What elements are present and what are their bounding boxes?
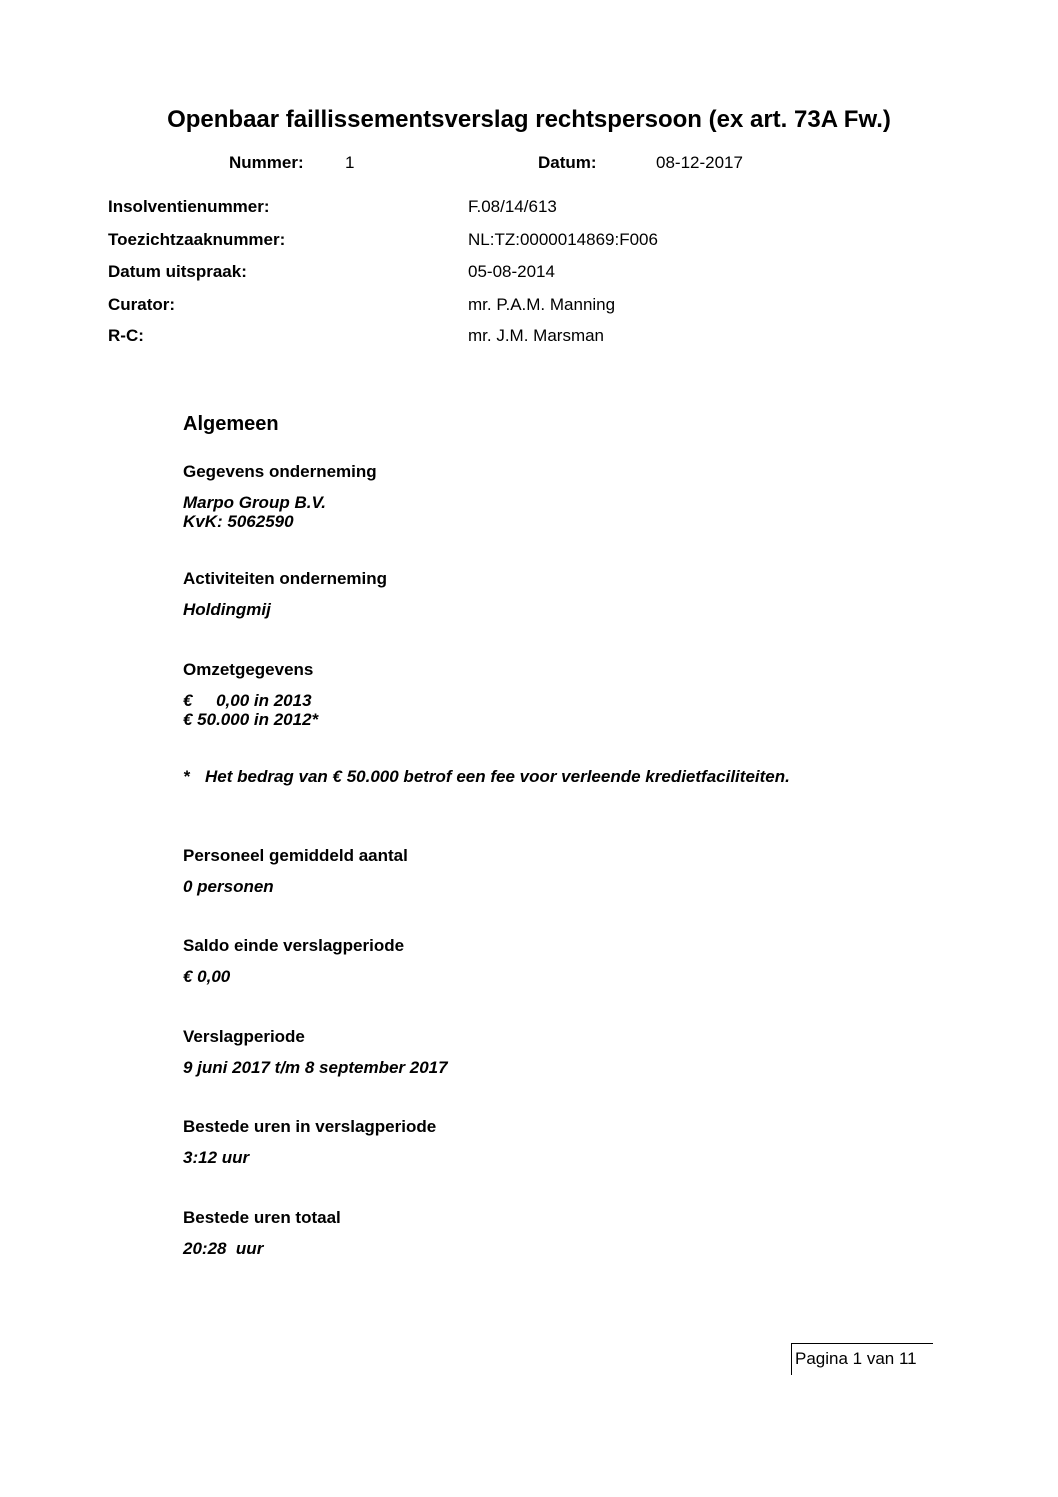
section-heading-algemeen: Algemeen (183, 413, 279, 435)
block-omzetgegevens (183, 659, 1003, 729)
block-value: 9 juni 2017 t/m 8 september 2017 (183, 1058, 448, 1077)
block-uren-totaal (183, 1207, 1003, 1258)
footnote-marker: * (183, 767, 190, 786)
block-label: Activiteiten onderneming (183, 569, 388, 588)
block-saldo (183, 935, 1003, 986)
info-row-curator (0, 294, 1058, 318)
block-label: Personeel gemiddeld aantal (183, 846, 408, 865)
info-label: Datum uitspraak: (108, 262, 247, 281)
datum-value: 08-12-2017 (656, 153, 743, 172)
info-label: Insolventienummer: (108, 197, 270, 216)
block-value: € 0,00 (183, 967, 231, 986)
report-title: Openbaar faillissementsverslag rechtspersoon (ex art. 73A Fw.) (167, 106, 891, 133)
info-label: Curator: (108, 295, 176, 314)
footnote-text: Het bedrag van € 50.000 betrof een fee voor verleende kredietfaciliteiten. (205, 767, 790, 786)
block-label: Gegevens onderneming (183, 462, 377, 481)
company-name: Marpo Group B.V. (183, 493, 326, 512)
info-row-datum-uitspraak (0, 261, 1058, 285)
company-kvk: KvK: 5062590 (183, 512, 294, 531)
info-value: 05-08-2014 (468, 262, 555, 281)
nummer-label: Nummer: (229, 153, 304, 172)
block-verslagperiode (183, 1026, 1003, 1077)
footnote (183, 766, 790, 788)
info-label: R-C: (108, 326, 144, 345)
block-uren-periode (183, 1116, 1003, 1167)
info-value: mr. J.M. Marsman (468, 326, 605, 345)
nummer-value: 1 (345, 153, 355, 172)
info-label: Toezichtzaaknummer: (108, 230, 286, 249)
block-label: Bestede uren totaal (183, 1208, 341, 1227)
block-activiteiten (183, 568, 1003, 619)
datum-label: Datum: (538, 153, 597, 172)
info-row-rc (0, 325, 1058, 349)
omzet-line-2012: € 50.000 in 2012* (183, 710, 319, 729)
info-value: F.08/14/613 (468, 197, 557, 216)
info-value: mr. P.A.M. Manning (468, 295, 616, 314)
block-label: Verslagperiode (183, 1027, 305, 1046)
info-value: NL:TZ:0000014869:F006 (468, 230, 658, 249)
info-row-toezichtzaaknummer (0, 229, 1058, 253)
block-gegevens-onderneming (183, 461, 1003, 531)
block-value: 0 personen (183, 877, 274, 896)
block-label: Saldo einde verslagperiode (183, 936, 405, 955)
info-row-insolventienummer (0, 196, 1058, 220)
block-value: Holdingmij (183, 600, 271, 619)
block-value: 20:28 uur (183, 1239, 264, 1258)
block-label: Omzetgegevens (183, 660, 314, 679)
page-number: Pagina 1 van 11 (791, 1343, 933, 1375)
block-label: Bestede uren in verslagperiode (183, 1117, 437, 1136)
report-meta (0, 152, 1058, 176)
omzet-line-2013: € 0,00 in 2013 (183, 691, 312, 710)
block-personeel (183, 845, 1003, 896)
block-value: 3:12 uur (183, 1148, 250, 1167)
